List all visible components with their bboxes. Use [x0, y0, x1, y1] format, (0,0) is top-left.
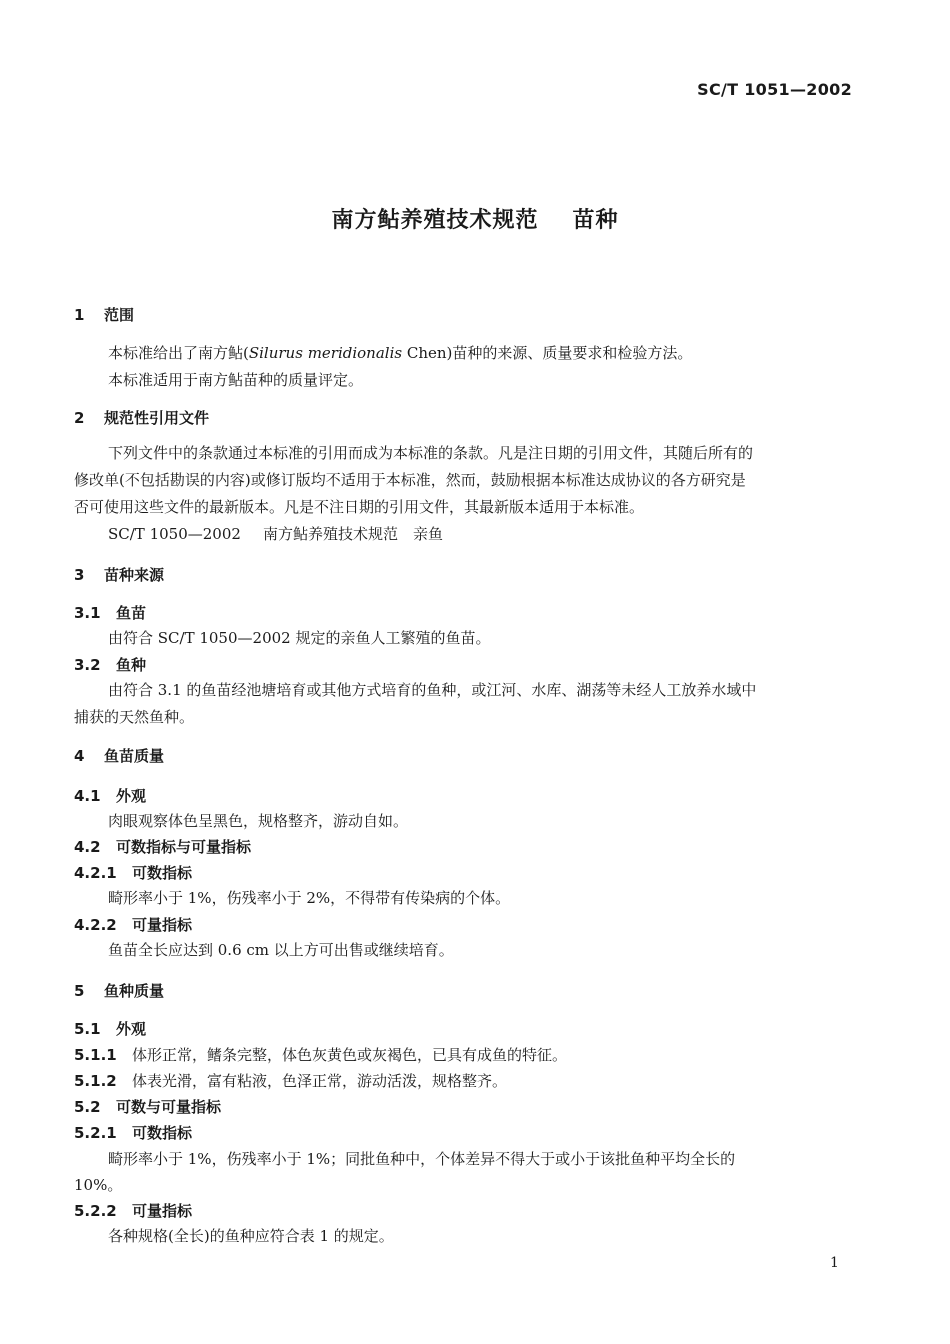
section-4-heading: 4 鱼苗质量	[74, 747, 165, 765]
section-5-1-heading: 5.1 外观	[74, 1020, 147, 1038]
section-5-heading: 5 鱼种质量	[74, 982, 165, 1000]
document-title	[0, 203, 950, 234]
section-5-2-1-heading: 5.2.1 可数指标	[74, 1124, 193, 1142]
page-number: 1	[830, 1255, 839, 1271]
latin-species-name: Silurus meridionalis	[248, 344, 403, 362]
standard-code: SC/T 1051—2002	[697, 80, 852, 99]
section-5-2-heading: 5.2 可数与可量指标	[74, 1098, 222, 1116]
section-5-2-1-text-line-2: 10%。	[74, 1176, 123, 1194]
section-4-2-2-heading: 4.2.2 可量指标	[74, 916, 193, 934]
section-5-2-1-text-line-1: 畸形率小于 1%，伤残率小于 1%；同批鱼种中，个体差异不得大于或小于该批鱼种平均全长的	[108, 1150, 736, 1168]
section-4-2-1-text: 畸形率小于 1%，伤残率小于 2%，不得带有传染病的个体。	[108, 889, 511, 907]
section-5-2-2-text: 各种规格(全长)的鱼种应符合表 1 的规定。	[108, 1227, 394, 1245]
section-3-1-text: 由符合 SC/T 1050—2002 规定的亲鱼人工繁殖的鱼苗。	[108, 629, 491, 647]
normative-reference-item: SC/T 1050—2002 南方鲇养殖技术规范 亲鱼	[108, 525, 443, 543]
section-2-paragraph-line-2: 修改单(不包括勘误的内容)或修订版均不适用于本标准，然而，鼓励根据本标准达成协议的各方研究是	[74, 471, 746, 489]
section-5-1-2-item: 5.1.2 体表光滑，富有粘液，色泽正常，游动活泼，规格整齐。	[74, 1072, 508, 1090]
section-5-1-1-item: 5.1.1 体形正常，鳍条完整，体色灰黄色或灰褐色，已具有成鱼的特征。	[74, 1046, 568, 1064]
section-3-heading: 3 苗种来源	[74, 566, 165, 584]
title-main: 南方鲇养殖技术规范	[331, 208, 539, 233]
section-4-2-1-heading: 4.2.1 可数指标	[74, 864, 193, 882]
title-sub: 苗种	[572, 208, 619, 233]
section-4-1-heading: 4.1 外观	[74, 787, 147, 805]
section-2-paragraph-line-1: 下列文件中的条款通过本标准的引用而成为本标准的条款。凡是注日期的引用文件，其随后所有的	[108, 444, 754, 462]
section-4-2-heading: 4.2 可数指标与可量指标	[74, 838, 252, 856]
section-4-2-2-text: 鱼苗全长应达到 0.6 cm 以上方可出售或继续培育。	[108, 941, 454, 959]
section-5-2-2-heading: 5.2.2 可量指标	[74, 1202, 193, 1220]
section-1-paragraph-2: 本标准适用于南方鲇苗种的质量评定。	[108, 371, 364, 389]
section-3-2-text-line-2: 捕获的天然鱼种。	[74, 708, 195, 726]
section-1-heading: 1 范围	[74, 306, 135, 324]
section-3-1-heading: 3.1 鱼苗	[74, 604, 147, 622]
section-2-paragraph-line-3: 否可使用这些文件的最新版本。凡是不注日期的引用文件，其最新版本适用于本标准。	[74, 498, 645, 516]
section-2-heading: 2 规范性引用文件	[74, 409, 210, 427]
section-1-paragraph-1: 本标准给出了南方鲇(Silurus meridionalis Chen)苗种的来源、质量要求和检验方法。	[108, 344, 693, 362]
section-3-2-text-line-1: 由符合 3.1 的鱼苗经池塘培育或其他方式培育的鱼种，或江河、水库、湖荡等未经人工放养水域中	[108, 681, 757, 699]
section-4-1-text: 肉眼观察体色呈黑色，规格整齐，游动自如。	[108, 812, 409, 830]
section-3-2-heading: 3.2 鱼种	[74, 656, 147, 674]
